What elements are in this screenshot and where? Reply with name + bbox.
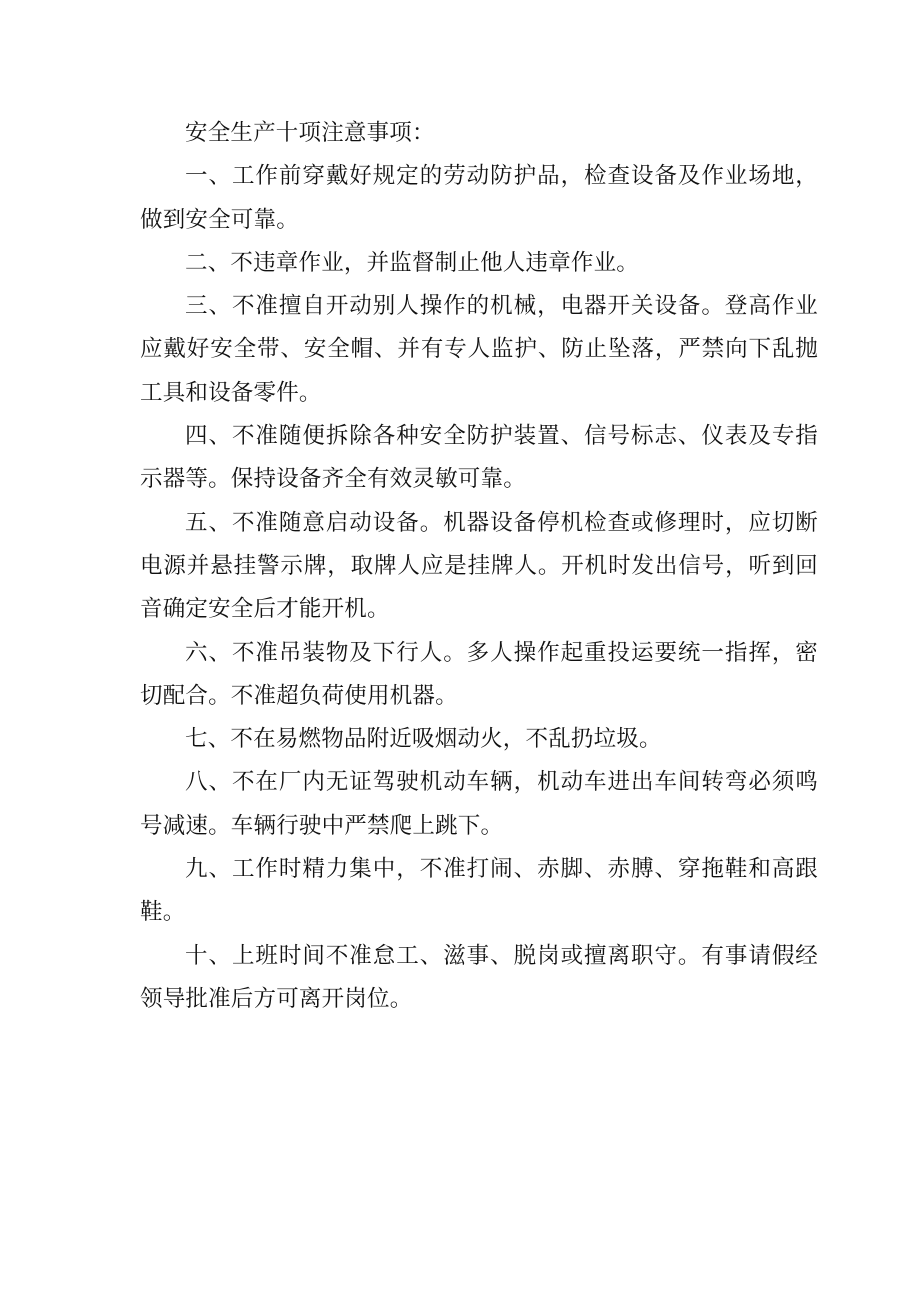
document-page bbox=[140, 112, 818, 1021]
rule-item-10: 十、上班时间不准怠工、滋事、脱岗或擅离职守。有事请假经领导批准后方可离开岗位。 bbox=[140, 942, 818, 1012]
rule-item-7: 七、不在易燃物品附近吸烟动火，不乱扔垃圾。 bbox=[185, 726, 662, 753]
document-title: 安全生产十项注意事项： bbox=[185, 120, 435, 146]
rule-item-9: 九、工作时精力集中，不准打闹、赤脚、赤膊、穿拖鞋和高跟鞋。 bbox=[140, 856, 818, 926]
rule-item-3: 三、不准擅自开动别人操作的机械，电器开关设备。登高作业应戴好安全带、安全帽、并有专人监护、防止坠落，严禁向下乱抛工具和设备零件。 bbox=[140, 293, 818, 406]
rule-item-5: 五、不准随意启动设备。机器设备停机检查或修理时，应切断电源并悬挂警示牌，取牌人应是挂牌人。开机时发出信号，听到回音确定安全后才能开机。 bbox=[140, 509, 818, 623]
rule-item-1: 一、工作前穿戴好规定的劳动防护品，检查设备及作业场地，做到安全可靠。 bbox=[140, 163, 818, 233]
rule-item-6: 六、不准吊装物及下行人。多人操作起重投运要统一指挥，密切配合。不准超负荷使用机器。 bbox=[140, 639, 818, 709]
rule-item-2: 二、不违章作业，并监督制止他人违章作业。 bbox=[185, 249, 640, 276]
rule-item-4: 四、不准随便拆除各种安全防护装置、信号标志、仪表及专指示器等。保持设备齐全有效灵敏可靠。 bbox=[140, 423, 818, 493]
rule-item-8: 八、不在厂内无证驾驶机动车辆，机动车进出车间转弯必须鸣号减速。车辆行驶中严禁爬上跳下。 bbox=[140, 769, 818, 839]
